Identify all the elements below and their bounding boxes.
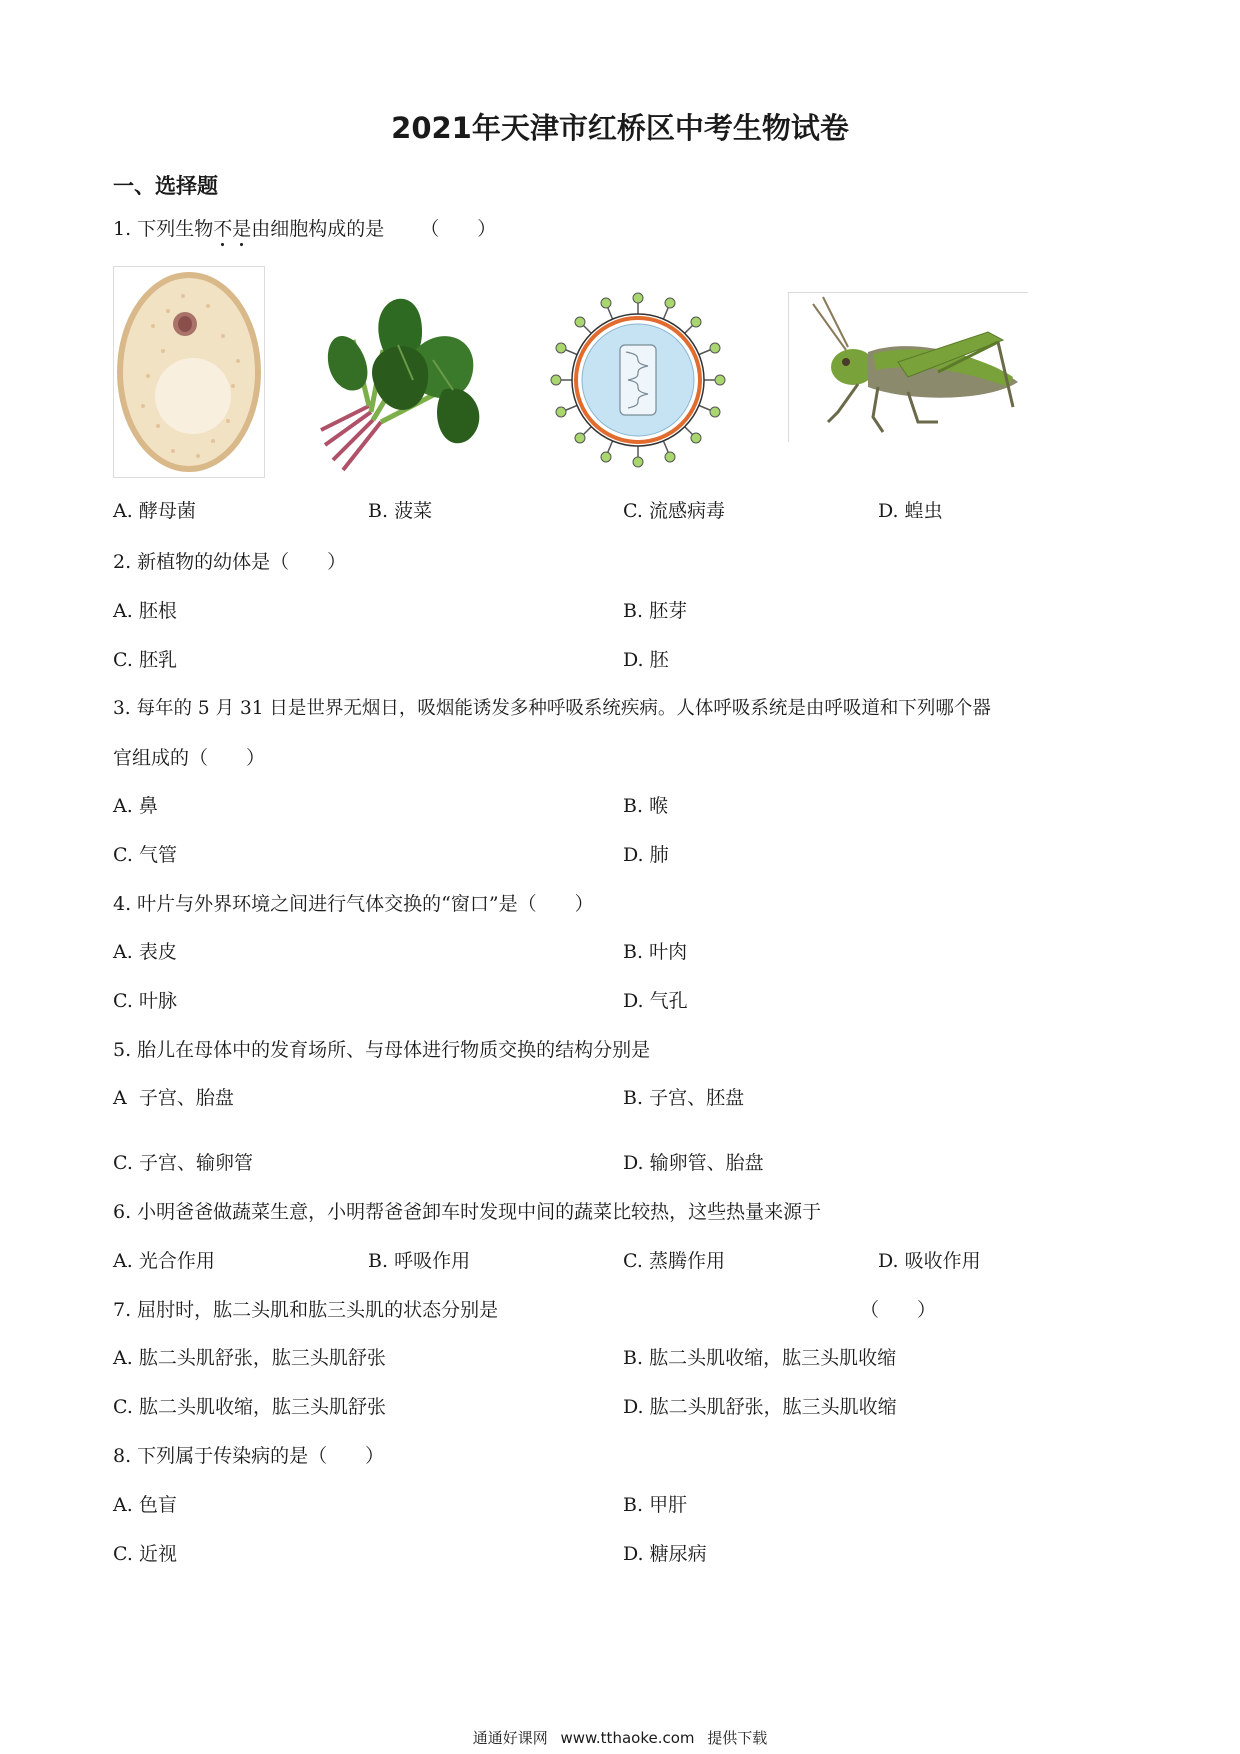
q4-option-c: C. 叶脉 (113, 990, 177, 1012)
q8-option-b: B. 甲肝 (623, 1494, 688, 1516)
q4-option-a: A. 表皮 (113, 941, 177, 963)
footer-url-link[interactable]: www.tthaoke.com (560, 1729, 695, 1747)
influenza-virus-image (548, 290, 728, 470)
q6-option-a: A. 光合作用 (113, 1250, 215, 1272)
yeast-cell-image (113, 266, 265, 478)
q4-option-d: D. 气孔 (623, 990, 688, 1012)
q6-option-d: D. 吸收作用 (878, 1250, 981, 1272)
footer-suffix: 提供下载 (707, 1729, 768, 1747)
q1-option-d: D. 蝗虫 (878, 500, 943, 522)
q7-option-d: D. 肱二头肌舒张，肱三头肌收缩 (623, 1396, 897, 1418)
q7-option-c: C. 肱二头肌收缩，肱三头肌舒张 (113, 1396, 386, 1418)
question-2-stem: 2. 新植物的幼体是（ ） (113, 551, 347, 573)
q2-option-b: B. 胚芽 (623, 600, 688, 622)
locust-image (788, 292, 1028, 444)
q2-option-d: D. 胚 (623, 649, 669, 671)
question-4-stem: 4. 叶片与外界环境之间进行气体交换的“窗口”是（ ） (113, 893, 594, 915)
q5-option-b: B. 子宫、胚盘 (623, 1087, 745, 1109)
answer-blank: （ ） (860, 1299, 937, 1321)
question-1-text-post: 由细胞构成的是 (251, 218, 385, 240)
question-3-stem-line1: 3. 每年的 5 月 31 日是世界无烟日，吸烟能诱发多种呼吸系统疾病。人体呼吸系统是由呼吸道和下列哪个器 (113, 698, 991, 719)
q5-option-d: D. 输卵管、胎盘 (623, 1152, 764, 1174)
question-5-stem: 5. 胎儿在母体中的发育场所、与母体进行物质交换的结构分别是 (113, 1039, 651, 1061)
footer-site-name: 通通好课网 (472, 1729, 548, 1747)
q3-option-c: C. 气管 (113, 844, 177, 866)
question-1-text-pre: 下列生物 (137, 218, 214, 240)
q5-option-a: A 子宫、胎盘 (113, 1087, 234, 1109)
q3-option-b: B. 喉 (623, 795, 669, 817)
question-1-stem (113, 214, 496, 241)
answer-blank: （ ） (420, 218, 497, 240)
q5-option-c: C. 子宫、输卵管 (113, 1152, 253, 1174)
q1-option-b: B. 菠菜 (368, 500, 433, 522)
q6-option-c: C. 蒸腾作用 (623, 1250, 725, 1272)
q7-option-a: A. 肱二头肌舒张，肱三头肌舒张 (113, 1347, 386, 1369)
q4-option-b: B. 叶肉 (623, 941, 688, 963)
q7-option-b: B. 肱二头肌收缩，肱三头肌收缩 (623, 1347, 897, 1369)
spinach-image (303, 280, 495, 476)
emphasis-dot-char: 不 (213, 218, 233, 240)
question-3-stem-line2: 官组成的（ ） (113, 747, 266, 769)
page-footer (0, 1727, 1240, 1748)
section-heading: 一、选择题 (113, 174, 218, 198)
q2-option-c: C. 胚乳 (113, 649, 177, 671)
q1-option-a: A. 酵母菌 (113, 500, 196, 522)
question-7-stem: 7. 屈肘时，肱二头肌和肱三头肌的状态分别是 (113, 1299, 499, 1321)
q3-option-a: A. 鼻 (113, 795, 158, 817)
q3-option-d: D. 肺 (623, 844, 669, 866)
q2-option-a: A. 胚根 (113, 600, 177, 622)
question-8-stem: 8. 下列属于传染病的是（ ） (113, 1445, 385, 1467)
q6-option-b: B. 呼吸作用 (368, 1250, 471, 1272)
emphasis-dot-char: 是 (232, 218, 252, 240)
q8-option-d: D. 糖尿病 (623, 1543, 707, 1565)
q1-option-c: C. 流感病毒 (623, 500, 725, 522)
question-1-number: 1. (113, 218, 132, 240)
q8-option-c: C. 近视 (113, 1543, 177, 1565)
question-6-stem: 6. 小明爸爸做蔬菜生意，小明帮爸爸卸车时发现中间的蔬菜比较热，这些热量来源于 (113, 1201, 822, 1223)
page-title: 2021年天津市红桥区中考生物试卷 (391, 111, 849, 145)
q8-option-a: A. 色盲 (113, 1494, 177, 1516)
